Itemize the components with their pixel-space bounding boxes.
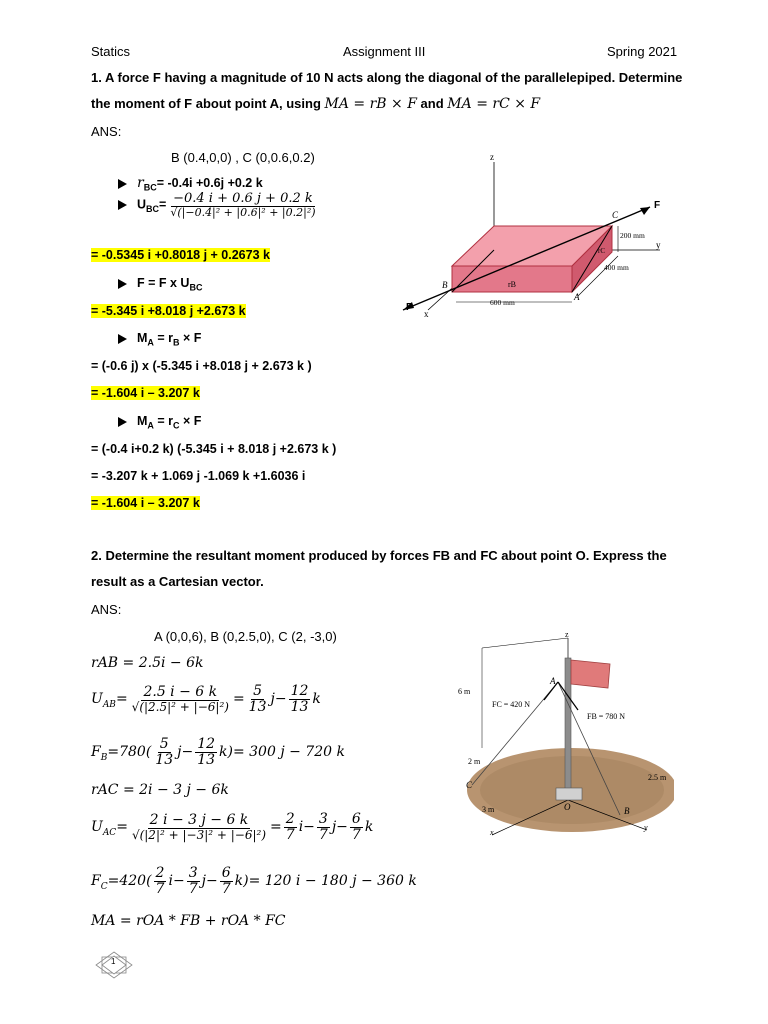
fig1-dim400: 400 mm [604, 263, 629, 272]
uab-numerator: 2.5 i − 6 k [143, 684, 218, 701]
fig1-c-label: C [612, 210, 619, 220]
fig2-y: y [644, 823, 648, 832]
fc-result: = 120 i − 180 j − 360 k [248, 873, 417, 890]
fig1-dim200: 200 mm [620, 231, 645, 240]
bullet-arrow-icon [118, 417, 127, 427]
fig2-fb: FB = 780 N [587, 712, 626, 721]
ma1-result-highlight: = -1.604 i – 3.207 k [91, 386, 200, 400]
f-result-highlight: = -5.345 i +8.018 j +2.673 k [91, 304, 246, 318]
q2-ma-line: MA = rOA * FB + rOA * FC [91, 913, 286, 929]
force-line [403, 207, 650, 310]
q1-f-result [91, 304, 246, 318]
q1-prompt-line1: 1. A force F having a magnitude of 10 N acts along the diagonal of the parallelepiped. Determine [91, 70, 683, 85]
q1-f-line [118, 276, 202, 293]
uac-denominator: √(|2|² + |−3|² + |−6|²) [131, 827, 267, 842]
ubc-result-highlight: = -0.5345 i +0.8018 j + 0.2673 k [91, 248, 270, 262]
flagpole-figure [452, 630, 674, 840]
fig1-dim600: 600 mm [490, 298, 515, 307]
q2-uab-line: $U_{AB}=$ $\frac{2.5 i - 6 k}{\text{√(|2.5|² + |−6|²)}}$ = $\frac{5}{13}$ j− $\frac{12}{13}$ k [91, 683, 321, 715]
fig2-3m: 3 m [482, 805, 495, 814]
header-course: Statics [91, 44, 131, 59]
uac-numerator: 2 i − 3 j − 6 k [149, 812, 249, 829]
q2-fc-line: $F_C=420$( $\frac{2}{7}$ i− $\frac{3}{7}$ j− $\frac{6}{7}$ k)= 120 i − 180 j − 360 k [91, 865, 417, 897]
fig2-b: B [624, 806, 630, 816]
q1-and: and [420, 96, 444, 111]
ubc-denominator: √(|−0.4|² + |0.6|² + |0.2|²) [170, 205, 316, 219]
q1-ma2-expand: = (-0.4 i+0.2 k) (-5.345 i + 8.018 j +2.673 k ) [91, 442, 337, 456]
ubc-numerator: −0.4 i + 0.6 j + 0.2 k [173, 191, 313, 206]
parallelepiped-figure [398, 150, 670, 320]
q1-ma1-result [91, 386, 200, 400]
rbc-value: = -0.4i +0.6j +0.2 k [156, 176, 263, 190]
q1-rbc-line [118, 175, 263, 193]
header-assignment: Assignment III [343, 44, 426, 59]
rbc-sub: BC [143, 182, 157, 193]
header-term: Spring 2021 [607, 44, 678, 59]
q2-rac: rAC = 2i − 3 j − 6k [91, 782, 229, 798]
q2-prompt-line1: 2. Determine the resultant moment produced by forces FB and FC about point O. Express the [91, 548, 667, 563]
uac-fraction [130, 813, 268, 841]
fig2-25m: 2.5 m [648, 773, 667, 782]
q2-prompt-line2: result as a Cartesian vector. [91, 574, 264, 589]
ma-rhs2: × F [183, 331, 202, 345]
bullet-arrow-icon [118, 334, 127, 344]
uab-symbol: U [91, 691, 103, 708]
fig1-z-label: z [490, 152, 494, 162]
fig1-b-label: B [442, 280, 448, 290]
q1-ma2-result [91, 496, 200, 510]
q2-ans-label: ANS: [91, 602, 122, 617]
q2-rab: rAB = 2.5i − 6k [91, 655, 204, 671]
fig2-fc: FC = 420 N [492, 700, 531, 709]
bullet-arrow-icon [118, 200, 127, 210]
q1-ma2-line2: = -3.207 k + 1.069 j -1.069 k +1.6036 i [91, 469, 306, 483]
ma2-rhs2: × F [183, 414, 202, 428]
ubc-sub: BC [146, 203, 160, 214]
q2-fb-line: $F_B=780$( $\frac{5}{13}$ j− $\frac{12}{13}$ k)= 300 j − 720 k [91, 736, 345, 768]
fig2-6m: 6 m [458, 687, 471, 696]
q1-eq2: MA = rC × F [447, 96, 541, 112]
ma-rhs: = r [157, 331, 174, 345]
ubc-symbol: U [137, 197, 147, 212]
ma2-rhs: = r [157, 414, 174, 428]
rbc-symbol: r [137, 175, 144, 191]
fig2-2m: 2 m [468, 757, 481, 766]
q1-eq1: MA = rB × F [324, 96, 417, 112]
fig2-z: z [565, 630, 569, 639]
q1-ans-label: ANS: [91, 124, 122, 139]
fb-result: = 300 j − 720 k [232, 744, 345, 761]
fig1-a-label: A [574, 292, 580, 302]
fig1-rc-label: rC [598, 247, 605, 255]
fig2-x: x [490, 828, 494, 837]
fig2-o: O [564, 802, 571, 812]
fig1-f-top: F [654, 200, 661, 211]
ma2-symbol: M [137, 414, 148, 428]
fig2-c: C [466, 780, 473, 790]
ubc-fraction [168, 192, 317, 218]
fb-symbol: F [91, 744, 101, 761]
q1-prompt-text: the moment of F about point A, using [91, 96, 321, 111]
fig2-a: A [550, 676, 556, 686]
f-equation: F = F x U [137, 276, 190, 290]
fig1-y-label: y [656, 240, 661, 250]
fig1-f-bottom: F [406, 302, 413, 313]
q2-points: A (0,0,6), B (0,2.5,0), C (2, -3,0) [154, 629, 337, 644]
q1-ma1-expand: = (-0.6 j) x (-5.345 i +8.018 j + 2.673 k ) [91, 359, 312, 373]
q1-ubc-line: $U_{BC}=$ $\frac{-0.4 i + 0.6 j + 0.2 k}{\text{√(|−0.4|² + |0.6|² + |0.2|²)}}$ [118, 192, 320, 218]
uab-denominator: √(|2.5|² + |−6|²) [131, 699, 229, 714]
uab-fraction [130, 685, 231, 713]
q2-uac-line: $U_{AC}=$ $\frac{2 i - 3 j - 6 k}{\text{√(|2|² + |−3|² + |−6|²)}}$ = $\frac{2}{7}$ i− $\frac{3}{7}$ j− $\frac{6}{7}$ k [91, 811, 374, 843]
flag [571, 660, 610, 688]
ma2-result-highlight: = -1.604 i – 3.207 k [91, 496, 200, 510]
q1-prompt-line2 [91, 96, 540, 112]
q1-ma2-line: $M_A = r_C \times F$ [118, 414, 201, 431]
pole-base [556, 788, 582, 800]
ma-symbol: M [137, 331, 148, 345]
bullet-arrow-icon [118, 279, 127, 289]
bullet-arrow-icon [118, 179, 127, 189]
fig1-rb-label: rB [508, 280, 516, 289]
q1-ma1-line: $M_A = r_B \times F$ [118, 331, 201, 348]
page-number: 1 [111, 957, 116, 966]
uab-frac-a: $\frac{5}{13}$ [248, 683, 267, 715]
uab-frac-b: $\frac{12}{13}$ [290, 683, 309, 715]
flag-pole [565, 658, 571, 798]
fig1-x-label: x [424, 309, 429, 319]
q1-points: B (0.4,0,0) , C (0,0.6,0.2) [171, 150, 315, 165]
q1-ubc-result [91, 248, 270, 262]
f-sub: BC [189, 282, 203, 293]
